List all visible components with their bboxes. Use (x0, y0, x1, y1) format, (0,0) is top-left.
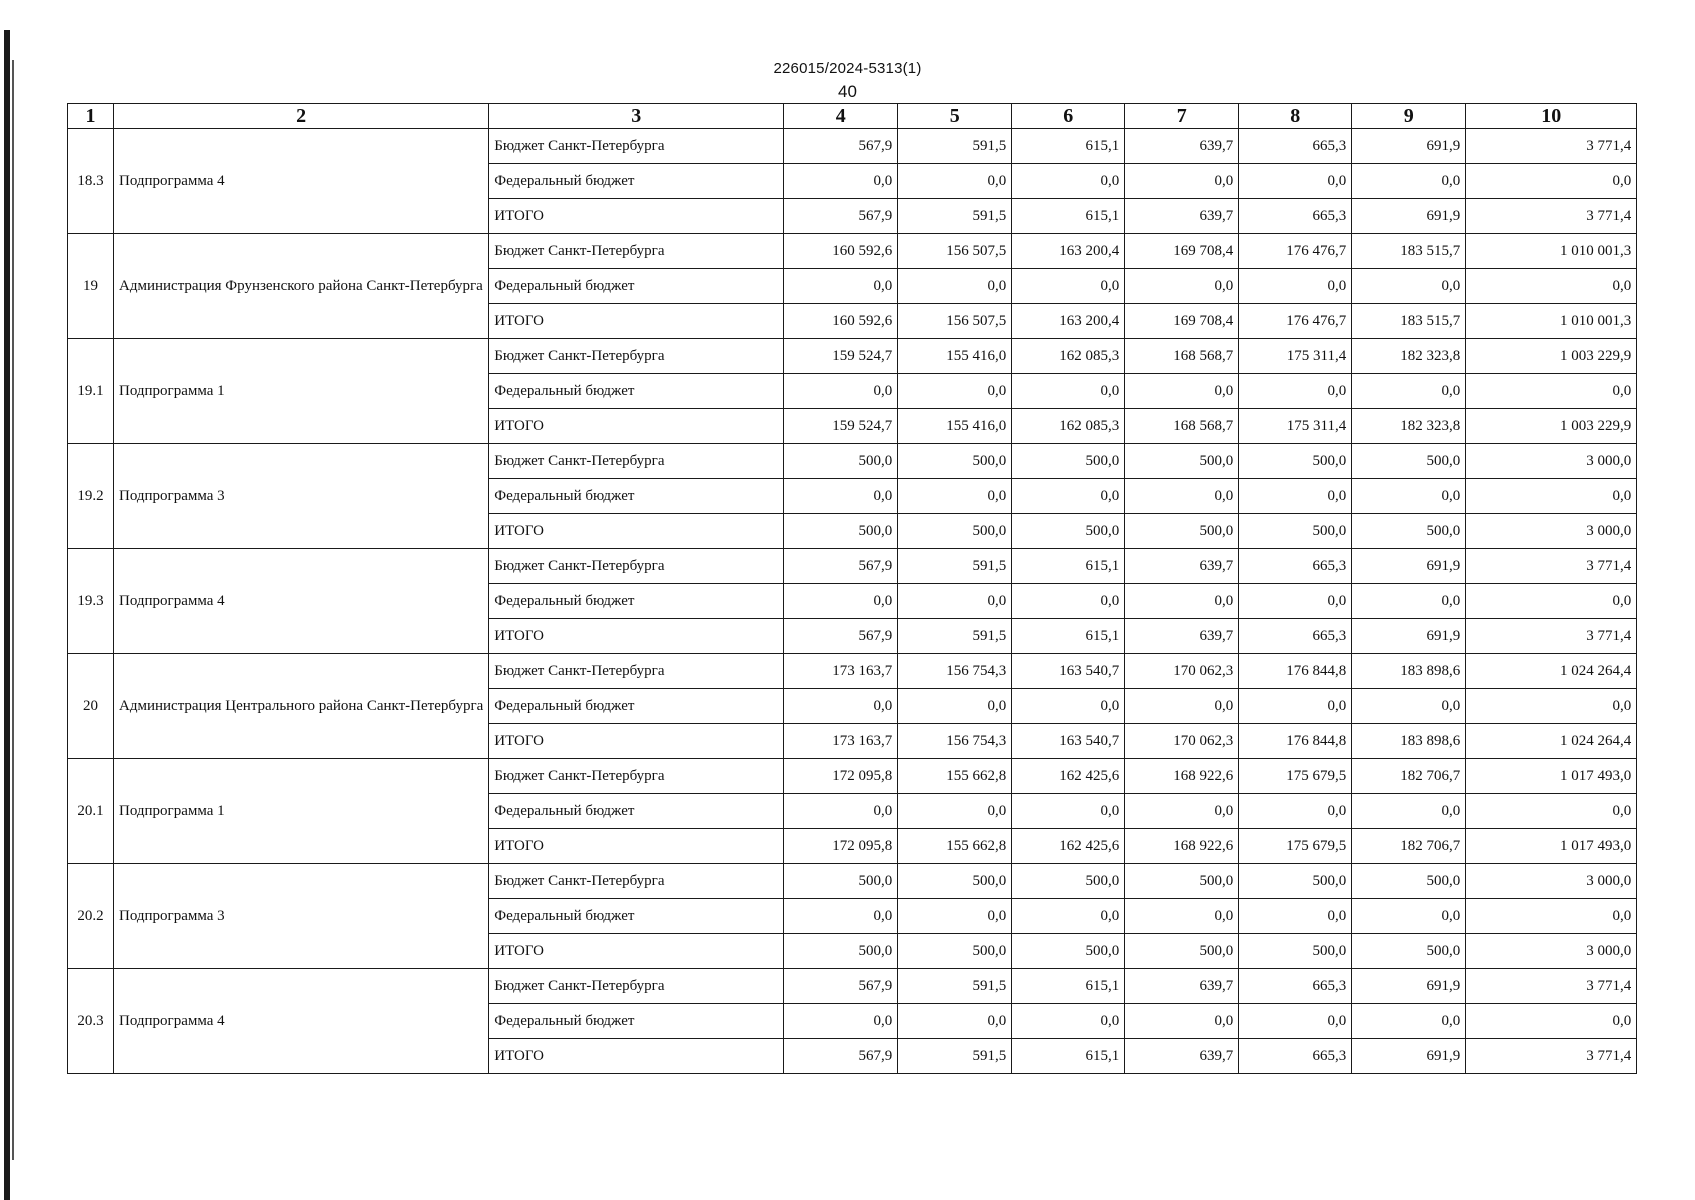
value-cell: 0,0 (784, 1004, 898, 1039)
value-cell: 182 323,8 (1352, 339, 1466, 374)
funding-source-cell: Бюджет Санкт-Петербурга (489, 339, 784, 374)
value-cell: 500,0 (1239, 934, 1352, 969)
value-cell: 1 010 001,3 (1466, 234, 1637, 269)
value-cell: 169 708,4 (1125, 304, 1239, 339)
program-name-cell: Подпрограмма 4 (114, 549, 489, 654)
column-header-3: 3 (489, 104, 784, 129)
value-cell: 615,1 (1012, 619, 1125, 654)
row-number-cell: 19.1 (68, 339, 114, 444)
value-cell: 3 771,4 (1466, 619, 1637, 654)
value-cell: 500,0 (1239, 514, 1352, 549)
funding-source-cell: Федеральный бюджет (489, 1004, 784, 1039)
value-cell: 0,0 (1239, 269, 1352, 304)
value-cell: 0,0 (1352, 479, 1466, 514)
value-cell: 0,0 (1466, 1004, 1637, 1039)
value-cell: 182 706,7 (1352, 759, 1466, 794)
value-cell: 163 200,4 (1012, 304, 1125, 339)
column-header-2: 2 (114, 104, 489, 129)
value-cell: 168 922,6 (1125, 759, 1239, 794)
value-cell: 500,0 (898, 514, 1012, 549)
value-cell: 0,0 (1466, 374, 1637, 409)
value-cell: 3 771,4 (1466, 969, 1637, 1004)
value-cell: 500,0 (1352, 864, 1466, 899)
value-cell: 639,7 (1125, 619, 1239, 654)
funding-source-cell: ИТОГО (489, 934, 784, 969)
value-cell: 591,5 (898, 619, 1012, 654)
value-cell: 155 662,8 (898, 829, 1012, 864)
value-cell: 0,0 (1125, 899, 1239, 934)
value-cell: 500,0 (1125, 444, 1239, 479)
value-cell: 0,0 (784, 374, 898, 409)
funding-source-cell: ИТОГО (489, 829, 784, 864)
value-cell: 691,9 (1352, 549, 1466, 584)
value-cell: 0,0 (1239, 374, 1352, 409)
funding-source-cell: ИТОГО (489, 1039, 784, 1074)
header-row (68, 104, 1637, 129)
value-cell: 170 062,3 (1125, 654, 1239, 689)
value-cell: 175 679,5 (1239, 829, 1352, 864)
value-cell: 168 568,7 (1125, 409, 1239, 444)
table-row (68, 549, 1637, 584)
value-cell: 0,0 (898, 374, 1012, 409)
value-cell: 0,0 (1125, 1004, 1239, 1039)
funding-source-cell: ИТОГО (489, 199, 784, 234)
row-number-cell: 19 (68, 234, 114, 339)
program-name-cell: Подпрограмма 1 (114, 339, 489, 444)
value-cell: 500,0 (1352, 934, 1466, 969)
value-cell: 0,0 (1352, 164, 1466, 199)
value-cell: 0,0 (1125, 479, 1239, 514)
value-cell: 0,0 (1466, 794, 1637, 829)
value-cell: 162 425,6 (1012, 829, 1125, 864)
column-header-7: 7 (1125, 104, 1239, 129)
value-cell: 615,1 (1012, 969, 1125, 1004)
value-cell: 3 771,4 (1466, 549, 1637, 584)
value-cell: 639,7 (1125, 129, 1239, 164)
value-cell: 500,0 (1012, 934, 1125, 969)
funding-source-cell: Бюджет Санкт-Петербурга (489, 864, 784, 899)
column-header-9: 9 (1352, 104, 1466, 129)
value-cell: 3 000,0 (1466, 444, 1637, 479)
value-cell: 500,0 (784, 444, 898, 479)
table-body (68, 129, 1637, 1074)
funding-source-cell: Федеральный бюджет (489, 689, 784, 724)
value-cell: 0,0 (1352, 689, 1466, 724)
table-row (68, 234, 1637, 269)
table-row (68, 759, 1637, 794)
table-header (68, 104, 1637, 129)
program-name-cell: Подпрограмма 4 (114, 969, 489, 1074)
value-cell: 0,0 (1239, 689, 1352, 724)
value-cell: 591,5 (898, 969, 1012, 1004)
value-cell: 500,0 (1012, 444, 1125, 479)
table-row (68, 969, 1637, 1004)
value-cell: 163 200,4 (1012, 234, 1125, 269)
table-row (68, 339, 1637, 374)
value-cell: 156 754,3 (898, 724, 1012, 759)
value-cell: 175 311,4 (1239, 409, 1352, 444)
funding-source-cell: Федеральный бюджет (489, 794, 784, 829)
value-cell: 173 163,7 (784, 654, 898, 689)
value-cell: 0,0 (1239, 899, 1352, 934)
value-cell: 639,7 (1125, 199, 1239, 234)
table-row (68, 129, 1637, 164)
value-cell: 665,3 (1239, 969, 1352, 1004)
value-cell: 567,9 (784, 549, 898, 584)
value-cell: 500,0 (1239, 864, 1352, 899)
value-cell: 665,3 (1239, 129, 1352, 164)
value-cell: 567,9 (784, 969, 898, 1004)
value-cell: 0,0 (784, 689, 898, 724)
value-cell: 0,0 (1125, 794, 1239, 829)
value-cell: 3 771,4 (1466, 129, 1637, 164)
value-cell: 0,0 (1352, 374, 1466, 409)
value-cell: 183 515,7 (1352, 304, 1466, 339)
value-cell: 175 311,4 (1239, 339, 1352, 374)
value-cell: 0,0 (898, 479, 1012, 514)
value-cell: 0,0 (1466, 584, 1637, 619)
value-cell: 0,0 (784, 479, 898, 514)
value-cell: 183 898,6 (1352, 654, 1466, 689)
value-cell: 162 085,3 (1012, 409, 1125, 444)
value-cell: 0,0 (1012, 584, 1125, 619)
column-header-4: 4 (784, 104, 898, 129)
value-cell: 0,0 (1352, 899, 1466, 934)
value-cell: 0,0 (898, 269, 1012, 304)
program-name-cell: Подпрограмма 1 (114, 759, 489, 864)
column-header-6: 6 (1012, 104, 1125, 129)
value-cell: 0,0 (1352, 269, 1466, 304)
row-number-cell: 18.3 (68, 129, 114, 234)
funding-source-cell: Бюджет Санкт-Петербурга (489, 234, 784, 269)
value-cell: 0,0 (1125, 374, 1239, 409)
value-cell: 500,0 (898, 934, 1012, 969)
value-cell: 163 540,7 (1012, 724, 1125, 759)
program-name-cell: Подпрограмма 3 (114, 444, 489, 549)
value-cell: 0,0 (898, 689, 1012, 724)
value-cell: 691,9 (1352, 969, 1466, 1004)
value-cell: 160 592,6 (784, 234, 898, 269)
column-header-1: 1 (68, 104, 114, 129)
scan-edge-shadow (12, 60, 14, 1160)
value-cell: 176 476,7 (1239, 304, 1352, 339)
value-cell: 0,0 (898, 584, 1012, 619)
value-cell: 591,5 (898, 1039, 1012, 1074)
document-id: 226015/2024-5313(1) (773, 60, 922, 77)
value-cell: 591,5 (898, 129, 1012, 164)
table-row (68, 864, 1637, 899)
value-cell: 155 416,0 (898, 339, 1012, 374)
value-cell: 665,3 (1239, 1039, 1352, 1074)
value-cell: 0,0 (1125, 269, 1239, 304)
value-cell: 0,0 (1012, 374, 1125, 409)
funding-source-cell: Бюджет Санкт-Петербурга (489, 444, 784, 479)
value-cell: 0,0 (784, 269, 898, 304)
funding-source-cell: ИТОГО (489, 619, 784, 654)
funding-source-cell: Федеральный бюджет (489, 899, 784, 934)
value-cell: 500,0 (1352, 514, 1466, 549)
funding-source-cell: ИТОГО (489, 514, 784, 549)
page-number: 40 (838, 82, 857, 101)
value-cell: 0,0 (1466, 479, 1637, 514)
value-cell: 0,0 (1012, 899, 1125, 934)
scan-edge (4, 30, 10, 1200)
value-cell: 1 003 229,9 (1466, 409, 1637, 444)
value-cell: 0,0 (784, 584, 898, 619)
value-cell: 156 754,3 (898, 654, 1012, 689)
value-cell: 1 024 264,4 (1466, 654, 1637, 689)
value-cell: 500,0 (1125, 864, 1239, 899)
value-cell: 500,0 (784, 934, 898, 969)
funding-source-cell: ИТОГО (489, 409, 784, 444)
value-cell: 591,5 (898, 549, 1012, 584)
row-number-cell: 20.1 (68, 759, 114, 864)
value-cell: 0,0 (1466, 269, 1637, 304)
row-number-cell: 19.3 (68, 549, 114, 654)
value-cell: 168 922,6 (1125, 829, 1239, 864)
value-cell: 173 163,7 (784, 724, 898, 759)
value-cell: 3 771,4 (1466, 199, 1637, 234)
value-cell: 591,5 (898, 199, 1012, 234)
value-cell: 567,9 (784, 619, 898, 654)
value-cell: 169 708,4 (1125, 234, 1239, 269)
column-header-8: 8 (1239, 104, 1352, 129)
value-cell: 0,0 (1125, 164, 1239, 199)
value-cell: 1 017 493,0 (1466, 759, 1637, 794)
value-cell: 172 095,8 (784, 829, 898, 864)
value-cell: 176 476,7 (1239, 234, 1352, 269)
value-cell: 156 507,5 (898, 234, 1012, 269)
program-name-cell: Подпрограмма 3 (114, 864, 489, 969)
value-cell: 0,0 (1239, 584, 1352, 619)
value-cell: 3 000,0 (1466, 934, 1637, 969)
program-name-cell: Подпрограмма 4 (114, 129, 489, 234)
value-cell: 500,0 (1012, 514, 1125, 549)
value-cell: 170 062,3 (1125, 724, 1239, 759)
funding-source-cell: Федеральный бюджет (489, 374, 784, 409)
funding-source-cell: Федеральный бюджет (489, 164, 784, 199)
value-cell: 691,9 (1352, 1039, 1466, 1074)
value-cell: 160 592,6 (784, 304, 898, 339)
value-cell: 3 000,0 (1466, 514, 1637, 549)
value-cell: 182 323,8 (1352, 409, 1466, 444)
column-header-10: 10 (1466, 104, 1637, 129)
column-header-5: 5 (898, 104, 1012, 129)
value-cell: 691,9 (1352, 129, 1466, 164)
value-cell: 615,1 (1012, 129, 1125, 164)
value-cell: 639,7 (1125, 549, 1239, 584)
row-number-cell: 20 (68, 654, 114, 759)
value-cell: 0,0 (1466, 689, 1637, 724)
value-cell: 500,0 (898, 864, 1012, 899)
funding-source-cell: Бюджет Санкт-Петербурга (489, 129, 784, 164)
value-cell: 182 706,7 (1352, 829, 1466, 864)
value-cell: 183 515,7 (1352, 234, 1466, 269)
funding-source-cell: Бюджет Санкт-Петербурга (489, 654, 784, 689)
row-number-cell: 19.2 (68, 444, 114, 549)
program-name-cell: Администрация Фрунзенского района Санкт-Петербурга (114, 234, 489, 339)
value-cell: 0,0 (1466, 899, 1637, 934)
value-cell: 665,3 (1239, 549, 1352, 584)
value-cell: 691,9 (1352, 619, 1466, 654)
value-cell: 0,0 (1012, 269, 1125, 304)
value-cell: 0,0 (898, 164, 1012, 199)
value-cell: 500,0 (784, 864, 898, 899)
value-cell: 0,0 (898, 899, 1012, 934)
value-cell: 615,1 (1012, 199, 1125, 234)
value-cell: 1 017 493,0 (1466, 829, 1637, 864)
value-cell: 0,0 (1125, 689, 1239, 724)
value-cell: 156 507,5 (898, 304, 1012, 339)
value-cell: 0,0 (1352, 584, 1466, 619)
table-row (68, 654, 1637, 689)
value-cell: 176 844,8 (1239, 654, 1352, 689)
funding-source-cell: Бюджет Санкт-Петербурга (489, 969, 784, 1004)
value-cell: 0,0 (898, 794, 1012, 829)
row-number-cell: 20.2 (68, 864, 114, 969)
funding-source-cell: Бюджет Санкт-Петербурга (489, 549, 784, 584)
value-cell: 0,0 (1466, 164, 1637, 199)
value-cell: 175 679,5 (1239, 759, 1352, 794)
value-cell: 0,0 (1352, 794, 1466, 829)
value-cell: 159 524,7 (784, 409, 898, 444)
value-cell: 0,0 (1239, 794, 1352, 829)
value-cell: 0,0 (898, 1004, 1012, 1039)
value-cell: 500,0 (898, 444, 1012, 479)
value-cell: 3 771,4 (1466, 1039, 1637, 1074)
value-cell: 159 524,7 (784, 339, 898, 374)
value-cell: 155 416,0 (898, 409, 1012, 444)
value-cell: 0,0 (1239, 479, 1352, 514)
funding-source-cell: Федеральный бюджет (489, 479, 784, 514)
value-cell: 500,0 (1012, 864, 1125, 899)
budget-table (67, 103, 1637, 1074)
value-cell: 0,0 (1012, 1004, 1125, 1039)
program-name-cell: Администрация Центрального района Санкт-Петербурга (114, 654, 489, 759)
value-cell: 162 425,6 (1012, 759, 1125, 794)
value-cell: 0,0 (784, 164, 898, 199)
value-cell: 155 662,8 (898, 759, 1012, 794)
value-cell: 500,0 (1239, 444, 1352, 479)
value-cell: 1 024 264,4 (1466, 724, 1637, 759)
value-cell: 691,9 (1352, 199, 1466, 234)
value-cell: 639,7 (1125, 1039, 1239, 1074)
value-cell: 615,1 (1012, 1039, 1125, 1074)
funding-source-cell: Федеральный бюджет (489, 584, 784, 619)
value-cell: 1 010 001,3 (1466, 304, 1637, 339)
value-cell: 567,9 (784, 129, 898, 164)
value-cell: 0,0 (1239, 164, 1352, 199)
row-number-cell: 20.3 (68, 969, 114, 1074)
funding-source-cell: Федеральный бюджет (489, 269, 784, 304)
value-cell: 1 003 229,9 (1466, 339, 1637, 374)
value-cell: 567,9 (784, 1039, 898, 1074)
value-cell: 3 000,0 (1466, 864, 1637, 899)
value-cell: 163 540,7 (1012, 654, 1125, 689)
funding-source-cell: Бюджет Санкт-Петербурга (489, 759, 784, 794)
value-cell: 615,1 (1012, 549, 1125, 584)
value-cell: 0,0 (1239, 1004, 1352, 1039)
value-cell: 183 898,6 (1352, 724, 1466, 759)
value-cell: 0,0 (784, 794, 898, 829)
value-cell: 0,0 (1125, 584, 1239, 619)
value-cell: 567,9 (784, 199, 898, 234)
value-cell: 0,0 (1012, 689, 1125, 724)
value-cell: 500,0 (1352, 444, 1466, 479)
value-cell: 639,7 (1125, 969, 1239, 1004)
value-cell: 0,0 (1012, 164, 1125, 199)
value-cell: 176 844,8 (1239, 724, 1352, 759)
value-cell: 162 085,3 (1012, 339, 1125, 374)
value-cell: 500,0 (784, 514, 898, 549)
value-cell: 172 095,8 (784, 759, 898, 794)
value-cell: 500,0 (1125, 514, 1239, 549)
value-cell: 665,3 (1239, 619, 1352, 654)
value-cell: 500,0 (1125, 934, 1239, 969)
table-row (68, 444, 1637, 479)
funding-source-cell: ИТОГО (489, 724, 784, 759)
value-cell: 665,3 (1239, 199, 1352, 234)
value-cell: 0,0 (1012, 794, 1125, 829)
value-cell: 0,0 (1012, 479, 1125, 514)
value-cell: 0,0 (1352, 1004, 1466, 1039)
funding-source-cell: ИТОГО (489, 304, 784, 339)
value-cell: 0,0 (784, 899, 898, 934)
value-cell: 168 568,7 (1125, 339, 1239, 374)
